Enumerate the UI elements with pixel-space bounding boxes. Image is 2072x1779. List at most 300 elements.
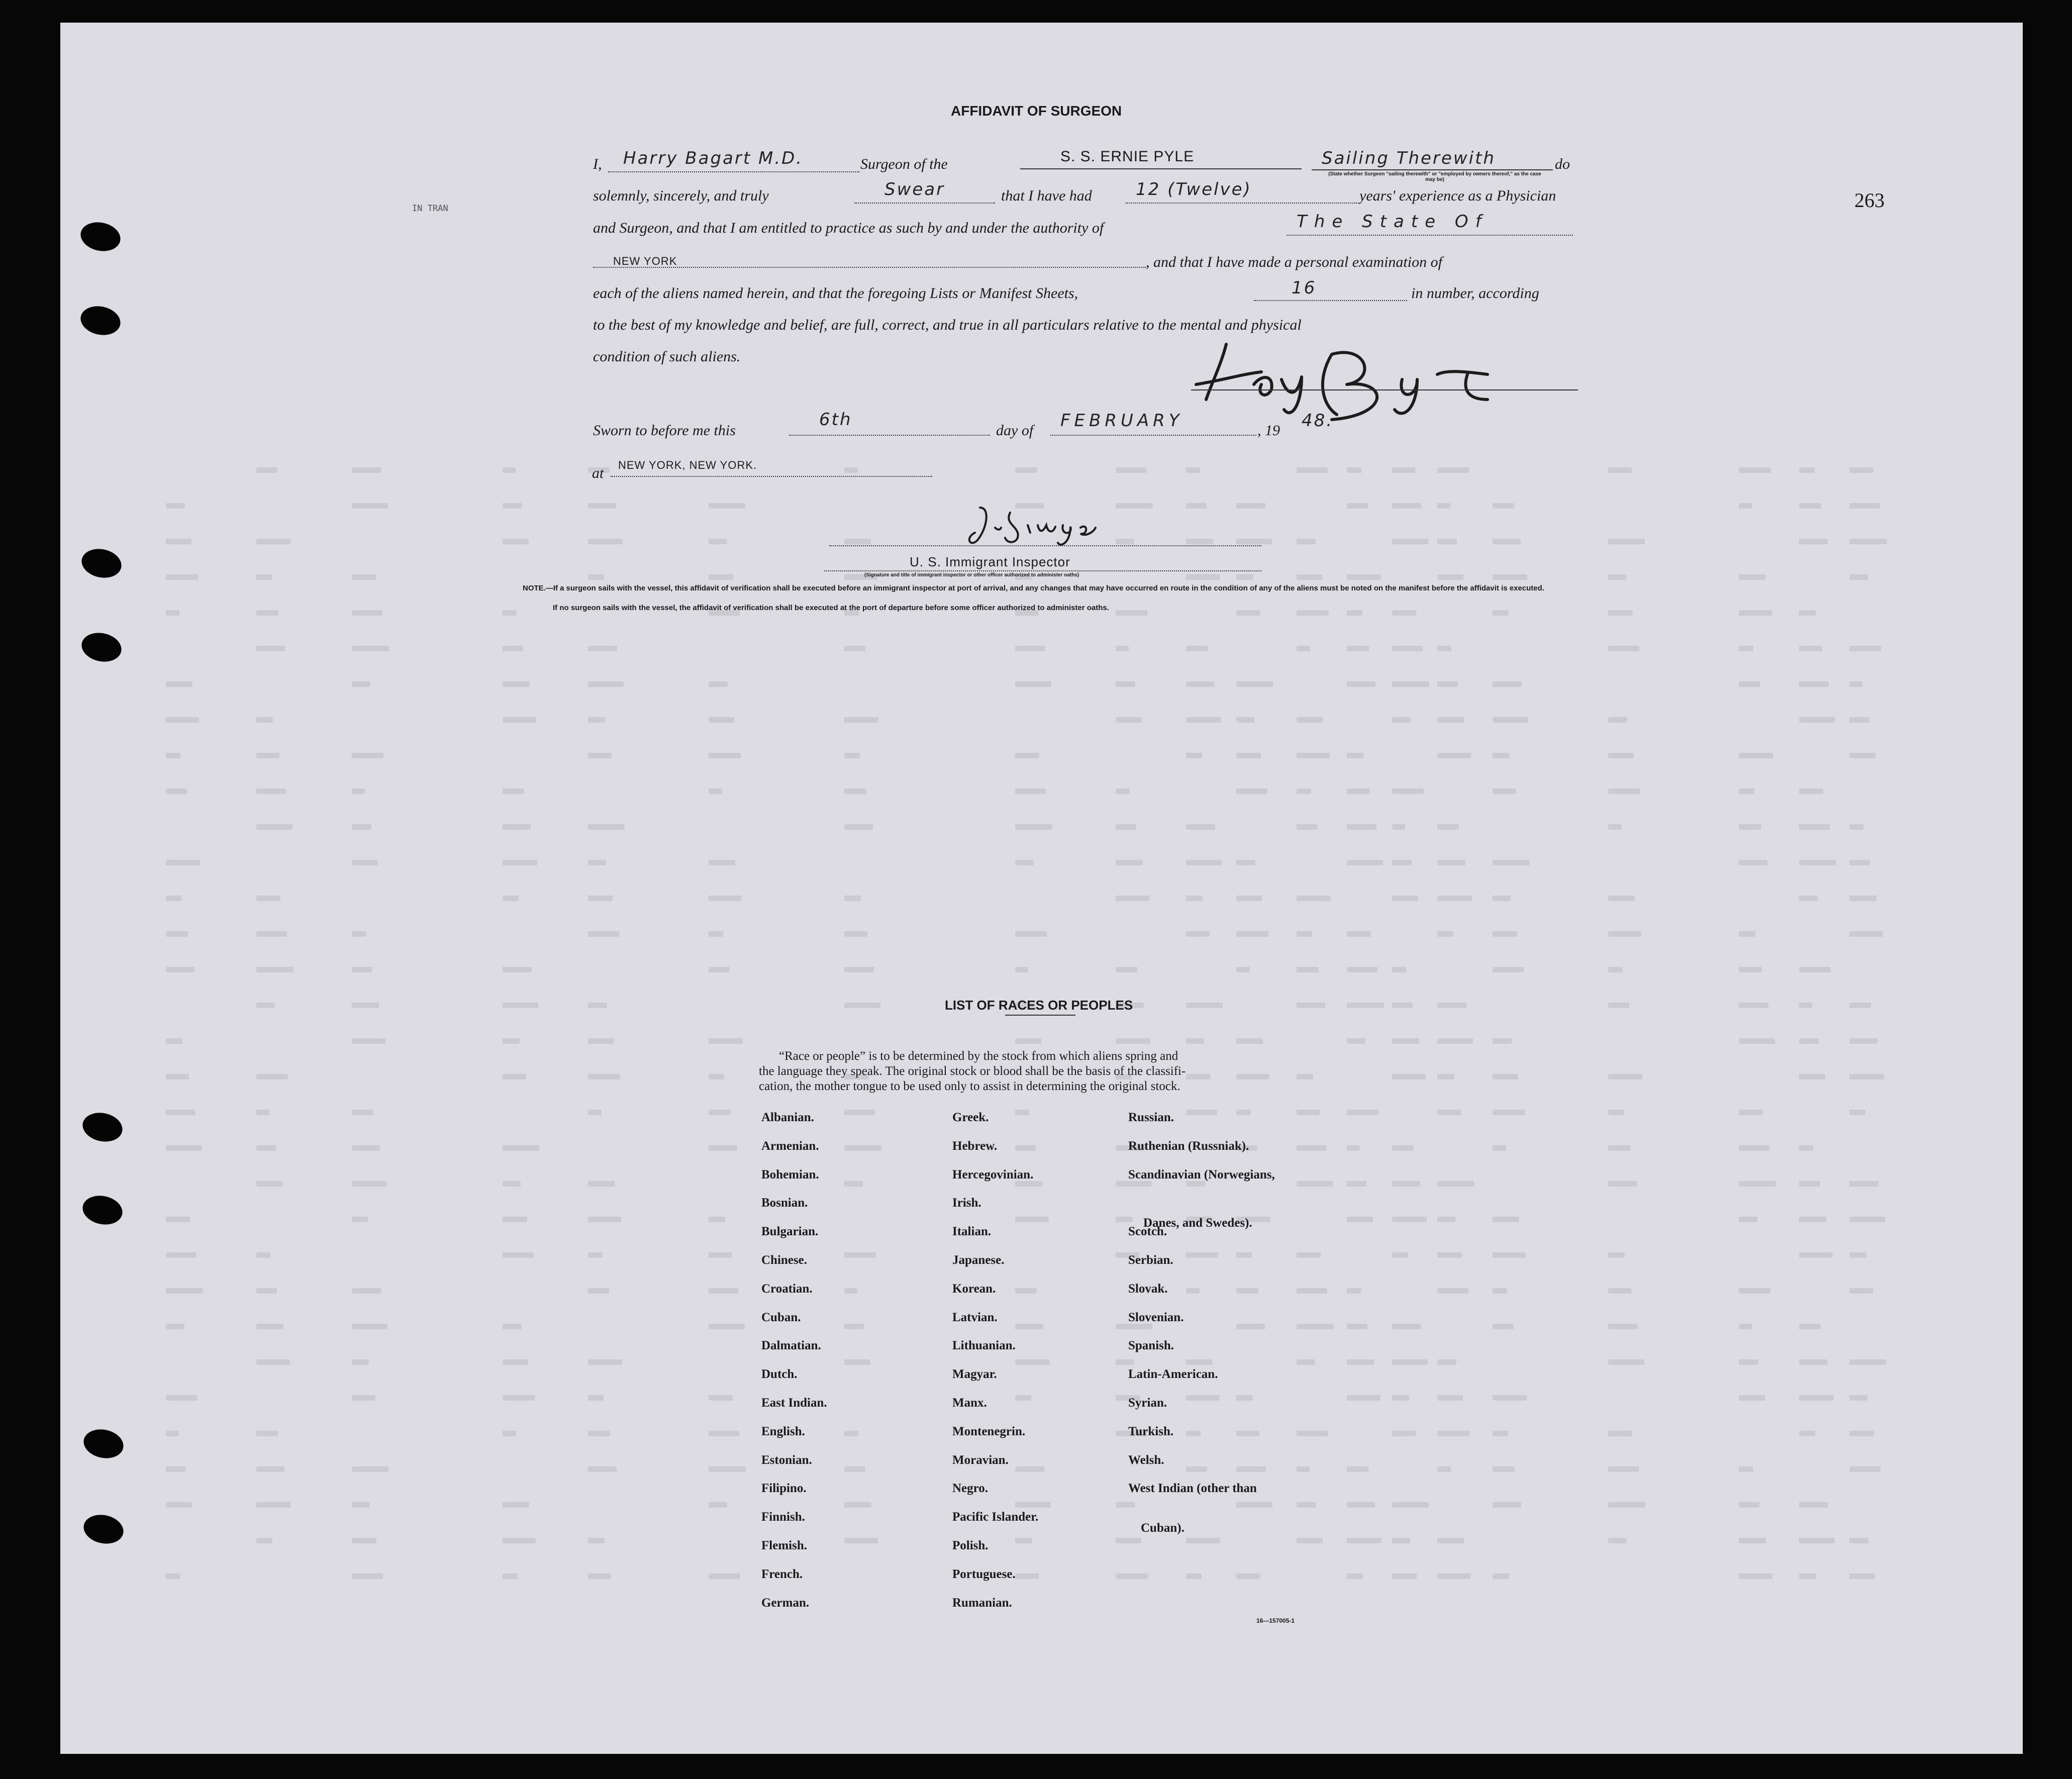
show-through-mark (352, 1145, 380, 1151)
show-through-mark (1799, 467, 1815, 473)
show-through-mark (1116, 1538, 1141, 1543)
show-through-mark (352, 753, 383, 758)
show-through-mark (1347, 503, 1368, 509)
show-through-mark (352, 1395, 375, 1401)
show-through-mark (1608, 896, 1635, 901)
show-through-mark (1015, 1288, 1037, 1294)
show-through-mark (1799, 1181, 1820, 1187)
show-through-mark (1347, 753, 1363, 758)
show-through-mark (1015, 860, 1034, 865)
show-through-mark (1392, 896, 1418, 901)
show-through-mark (1392, 1431, 1416, 1436)
show-through-mark (1437, 1573, 1470, 1579)
race-item: Ruthenian (Russniak). (1128, 1139, 1249, 1153)
show-through-mark (1186, 539, 1213, 544)
show-through-mark (166, 574, 198, 580)
margin-stamp: IN TRAN (412, 204, 448, 214)
vessel-name: S. S. ERNIE PYLE (1060, 148, 1195, 165)
show-through-mark (588, 1003, 607, 1008)
show-through-mark (1493, 1038, 1512, 1044)
show-through-mark (1236, 681, 1273, 687)
show-through-mark (1739, 788, 1754, 794)
show-through-mark (1608, 967, 1623, 972)
show-through-mark (1493, 967, 1524, 972)
show-through-mark (166, 1431, 179, 1436)
race-item: Rumanian. (952, 1596, 1012, 1610)
show-through-mark (1437, 467, 1469, 473)
show-through-mark (1849, 860, 1870, 865)
show-through-mark (1799, 1145, 1813, 1151)
punch-hole-4 (79, 629, 124, 665)
show-through-mark (1392, 1502, 1429, 1508)
show-through-mark (352, 1038, 385, 1044)
show-through-mark (709, 1110, 731, 1115)
show-through-mark (503, 1217, 527, 1222)
show-through-mark (1437, 860, 1465, 865)
show-through-mark (588, 1431, 610, 1436)
show-through-mark (1015, 1181, 1042, 1187)
show-through-mark (1849, 1003, 1871, 1008)
show-through-mark (1799, 646, 1822, 651)
show-through-mark (1493, 1252, 1526, 1258)
show-through-mark (588, 753, 612, 758)
show-through-mark (1297, 967, 1319, 972)
show-through-mark (709, 1074, 724, 1079)
show-through-mark (1739, 860, 1767, 865)
show-through-mark (503, 610, 517, 616)
show-through-mark (1493, 1324, 1514, 1329)
show-through-mark (1493, 860, 1529, 865)
sworn-month-line (1050, 435, 1256, 436)
race-item: Flemish. (761, 1539, 807, 1552)
show-through-mark (503, 1573, 517, 1579)
show-through-mark (1347, 1573, 1363, 1579)
show-through-mark (1739, 1288, 1770, 1294)
show-through-mark (1347, 1395, 1380, 1401)
show-through-mark (1116, 646, 1129, 651)
show-through-mark (1236, 539, 1272, 544)
show-through-mark (256, 574, 272, 580)
punch-hole-6 (80, 1192, 125, 1228)
years: 12 (Twelve) (1136, 179, 1252, 200)
surgeon-signature (1266, 405, 1272, 406)
show-through-mark (256, 467, 277, 473)
show-through-mark (1015, 1502, 1051, 1508)
race-item: French. (761, 1567, 803, 1581)
show-through-mark (503, 1252, 534, 1258)
show-through-mark (1392, 1217, 1427, 1222)
show-through-mark (256, 1181, 282, 1187)
show-through-mark (256, 1145, 276, 1151)
show-through-mark (503, 1431, 516, 1436)
surgeon-signature-line (1191, 389, 1578, 390)
show-through-mark (1297, 788, 1311, 794)
show-through-mark (588, 824, 625, 830)
show-through-mark (1347, 467, 1361, 473)
show-through-mark (352, 1324, 387, 1329)
show-through-mark (1608, 574, 1626, 580)
show-through-mark (1297, 1181, 1333, 1187)
sworn-day: 6th (819, 410, 852, 430)
note-1: NOTE.—If a surgeon sails with the vessel, this affidavit of verification shall be executed before an immigrant inspector at port of arrival, and any changes that may have occurred en route in the condition of any of the aliens must be noted on the manifest before the affidavit is executed. (523, 584, 1544, 592)
show-through-mark (1799, 1395, 1834, 1401)
line5-suffix: in number, according (1411, 285, 1539, 302)
show-through-mark (256, 931, 287, 937)
show-through-mark (588, 931, 619, 937)
show-through-mark (256, 1538, 272, 1543)
show-through-mark (256, 824, 292, 830)
show-through-mark (1116, 1324, 1152, 1329)
show-through-mark (166, 967, 194, 972)
race-item: West Indian (other than (1128, 1481, 1257, 1496)
race-item: Hebrew. (952, 1139, 998, 1153)
show-through-mark (1392, 1538, 1410, 1543)
show-through-mark (503, 967, 532, 972)
show-through-mark (1347, 1502, 1375, 1508)
document-page (60, 23, 2023, 1754)
show-through-mark (588, 1573, 611, 1579)
show-through-mark (1015, 1538, 1032, 1543)
show-through-mark (709, 1145, 737, 1151)
show-through-mark (1297, 931, 1312, 937)
show-through-mark (1116, 610, 1147, 616)
show-through-mark (1493, 1502, 1521, 1508)
show-through-mark (1493, 1074, 1518, 1079)
show-through-mark (503, 1003, 538, 1008)
show-through-mark (1236, 717, 1254, 723)
race-item: Manx. (952, 1396, 987, 1410)
punch-hole-2 (78, 303, 123, 338)
show-through-mark (1739, 646, 1753, 651)
show-through-mark (1739, 1359, 1758, 1365)
show-through-mark (1186, 1466, 1207, 1472)
show-through-mark (166, 681, 192, 687)
show-through-mark (1186, 1038, 1204, 1044)
show-through-mark (1493, 753, 1510, 758)
show-through-mark (1015, 753, 1039, 758)
show-through-mark (1437, 1252, 1462, 1258)
race-item: Scandinavian (Norwegians, (1128, 1167, 1275, 1181)
show-through-mark (1015, 1466, 1044, 1472)
races-intro-line-2: the language they speak. The original stock or blood shall be the basis of the classifi- (759, 1064, 1186, 1078)
show-through-mark (1392, 646, 1423, 651)
show-through-mark (256, 1003, 275, 1008)
race-item: East Indian. (761, 1396, 827, 1410)
show-through-mark (1116, 467, 1146, 473)
race-item: Portuguese. (952, 1567, 1016, 1581)
show-through-mark (503, 646, 523, 651)
show-through-mark (1849, 681, 1862, 687)
show-through-mark (352, 1181, 386, 1187)
race-item: Russian. (1128, 1111, 1174, 1124)
show-through-mark (1236, 1324, 1265, 1329)
race-item: Korean. (952, 1281, 996, 1296)
race-scandinavian-cont: Danes, and Swedes). (1143, 1216, 1252, 1230)
show-through-mark (352, 967, 372, 972)
show-through-mark (1392, 717, 1411, 723)
show-through-mark (1186, 717, 1221, 723)
race-item: Hercegovinian. (952, 1167, 1034, 1181)
show-through-mark (1493, 1466, 1515, 1472)
show-through-mark (1015, 1217, 1049, 1222)
race-item: Dutch. (761, 1367, 798, 1381)
show-through-mark (1799, 860, 1836, 865)
show-through-mark (1739, 967, 1762, 972)
show-through-mark (1849, 1038, 1878, 1044)
show-through-mark (1015, 1324, 1043, 1329)
show-through-mark (1608, 646, 1639, 651)
show-through-mark (1186, 1110, 1217, 1115)
show-through-mark (1015, 467, 1037, 473)
show-through-mark (1236, 967, 1250, 972)
punch-hole-1 (78, 219, 123, 254)
form-number: 16—157005-1 (1256, 1617, 1295, 1624)
show-through-mark (1849, 824, 1863, 830)
show-through-mark (1236, 931, 1268, 937)
show-through-mark (166, 1110, 195, 1115)
show-through-mark (1116, 788, 1130, 794)
show-through-mark (1015, 1573, 1039, 1579)
show-through-mark (1392, 610, 1416, 616)
show-through-mark (1739, 931, 1755, 937)
show-through-mark (1392, 788, 1424, 794)
show-through-mark (256, 1074, 288, 1079)
show-through-mark (1608, 1003, 1629, 1008)
show-through-mark (1347, 860, 1383, 865)
show-through-mark (1186, 1288, 1200, 1294)
show-through-mark (1739, 1217, 1757, 1222)
race-item: Moravian. (952, 1453, 1009, 1467)
authority-line (1287, 235, 1573, 236)
show-through-mark (1849, 896, 1877, 901)
show-through-mark (1608, 931, 1641, 937)
show-through-mark (1236, 1038, 1263, 1044)
show-through-mark (1186, 1003, 1223, 1008)
show-through-mark (1015, 824, 1052, 830)
line3-prefix: and Surgeon, and that I am entitled to practice as such by and under the authority of (593, 220, 1104, 236)
show-through-mark (1493, 1217, 1519, 1222)
show-through-mark (166, 610, 179, 616)
show-through-mark (1437, 1359, 1456, 1365)
show-through-mark (709, 1502, 727, 1508)
show-through-mark (1799, 824, 1830, 830)
race-item: Magyar. (952, 1367, 997, 1381)
show-through-mark (709, 503, 745, 509)
show-through-mark (1493, 931, 1517, 937)
show-through-mark (1739, 753, 1773, 758)
show-through-mark (709, 1431, 739, 1436)
line1-prefix: I, (593, 156, 602, 172)
show-through-mark (588, 1038, 614, 1044)
show-through-mark (1849, 1538, 1868, 1543)
races-intro (759, 1049, 1186, 1094)
show-through-mark (1437, 1110, 1461, 1115)
vessel-line (1020, 168, 1302, 169)
show-through-mark (1849, 1431, 1874, 1436)
show-through-mark (1186, 1395, 1219, 1401)
show-through-mark (844, 467, 858, 473)
show-through-mark (1347, 1324, 1367, 1329)
show-through-mark (256, 1502, 291, 1508)
show-through-mark (166, 1252, 196, 1258)
show-through-mark (1849, 1395, 1867, 1401)
races-title-underline (1005, 1015, 1075, 1016)
show-through-mark (256, 1431, 278, 1436)
show-through-mark (1437, 1074, 1454, 1079)
show-through-mark (503, 1038, 520, 1044)
show-through-mark (503, 824, 531, 830)
race-item: Chinese. (761, 1253, 807, 1267)
show-through-mark (503, 503, 522, 509)
show-through-mark (1739, 1145, 1769, 1151)
show-through-mark (1493, 1395, 1527, 1401)
show-through-mark (1437, 1038, 1473, 1044)
show-through-mark (1437, 717, 1464, 723)
show-through-mark (1437, 539, 1457, 544)
show-through-mark (166, 1466, 185, 1472)
line2-mid: that I have had (1001, 187, 1092, 204)
show-through-mark (1608, 1110, 1624, 1115)
show-through-mark (1297, 1288, 1327, 1294)
show-through-mark (1437, 574, 1463, 580)
show-through-mark (709, 860, 735, 865)
show-through-mark (1739, 1110, 1763, 1115)
show-through-mark (352, 646, 389, 651)
sworn-year: 48. (1302, 411, 1334, 431)
show-through-mark (709, 788, 722, 794)
show-through-mark (1849, 1252, 1866, 1258)
show-through-mark (1392, 1395, 1409, 1401)
show-through-mark (503, 860, 537, 865)
show-through-mark (503, 539, 529, 544)
show-through-mark (1015, 788, 1046, 794)
show-through-mark (166, 539, 191, 544)
show-through-mark (1392, 681, 1429, 687)
line7: condition of such aliens. (593, 348, 741, 365)
show-through-mark (844, 1359, 870, 1365)
show-through-mark (1739, 1538, 1766, 1543)
show-through-mark (588, 1217, 621, 1222)
show-through-mark (588, 1288, 609, 1294)
day-label: day of (996, 422, 1034, 439)
show-through-mark (166, 503, 185, 509)
status-note: (State whether Surgeon "sailing therewith" or "employed by owners thereof," as the case may be) (1328, 171, 1541, 182)
show-through-mark (256, 1324, 283, 1329)
show-through-mark (166, 753, 180, 758)
show-through-mark (1392, 1003, 1413, 1008)
show-through-mark (1116, 681, 1135, 687)
show-through-mark (1849, 503, 1880, 509)
show-through-mark (503, 1074, 526, 1079)
show-through-mark (1437, 1288, 1468, 1294)
show-through-mark (1392, 467, 1415, 473)
show-through-mark (1799, 1538, 1835, 1543)
surgeon-name: Harry Bagart M.D. (623, 148, 804, 168)
show-through-mark (588, 717, 605, 723)
show-through-mark (1347, 1181, 1366, 1187)
show-through-mark (503, 1181, 521, 1187)
show-through-mark (1493, 1431, 1508, 1436)
show-through-mark (1392, 503, 1422, 509)
show-through-mark (709, 1288, 738, 1294)
sworn-prefix: Sworn to before me this (593, 422, 736, 439)
show-through-mark (1849, 574, 1868, 580)
show-through-mark (166, 717, 199, 723)
show-through-mark (166, 896, 181, 901)
show-through-mark (1799, 610, 1816, 616)
show-through-mark (709, 1252, 732, 1258)
show-through-mark (1608, 1359, 1644, 1365)
show-through-mark (1297, 610, 1329, 616)
show-through-mark (1347, 1288, 1361, 1294)
show-through-mark (352, 1573, 383, 1579)
inspector-signature-drawing (960, 498, 1121, 553)
race-item: Serbian. (1128, 1253, 1173, 1267)
show-through-mark (844, 539, 871, 544)
show-through-mark (503, 1538, 536, 1543)
show-through-mark (166, 1038, 182, 1044)
show-through-mark (1739, 1573, 1772, 1579)
show-through-mark (1347, 1538, 1382, 1543)
show-through-mark (1347, 1145, 1360, 1151)
race-item: Cuban. (761, 1310, 801, 1324)
show-through-mark (1739, 681, 1760, 687)
show-through-mark (1116, 1502, 1135, 1508)
show-through-mark (503, 1395, 535, 1401)
show-through-mark (709, 931, 723, 937)
show-through-mark (166, 860, 200, 865)
race-item: Bohemian. (761, 1167, 819, 1181)
show-through-mark (844, 1252, 876, 1258)
show-through-mark (1236, 1074, 1269, 1079)
show-through-mark (1739, 574, 1765, 580)
show-through-mark (1739, 824, 1761, 830)
state: NEW YORK (613, 255, 677, 267)
show-through-mark (1297, 1003, 1325, 1008)
punch-hole-5 (80, 1109, 125, 1145)
show-through-mark (1437, 896, 1472, 901)
show-through-mark (1437, 1395, 1463, 1401)
show-through-mark (1493, 788, 1516, 794)
show-through-mark (709, 717, 734, 723)
year-prefix: , 19 (1257, 422, 1280, 439)
show-through-mark (709, 896, 742, 901)
show-through-mark (844, 1538, 878, 1543)
inspector-signature (1015, 540, 1019, 541)
show-through-mark (1392, 1359, 1428, 1365)
show-through-mark (1015, 967, 1028, 972)
show-through-mark (1297, 1359, 1315, 1365)
show-through-mark (1236, 503, 1265, 509)
show-through-mark (709, 753, 741, 758)
show-through-mark (1186, 1359, 1213, 1365)
show-through-mark (503, 467, 516, 473)
race-item: Slovenian. (1128, 1310, 1184, 1324)
race-item: Dalmatian. (761, 1339, 821, 1353)
show-through-mark (1236, 1466, 1266, 1472)
race-item: Spanish. (1128, 1339, 1174, 1353)
show-through-mark (709, 1217, 725, 1222)
show-through-mark (588, 539, 623, 544)
show-through-mark (1493, 539, 1521, 544)
sailing-status-line (1312, 169, 1553, 170)
show-through-mark (1186, 1538, 1220, 1543)
race-item: Polish. (952, 1539, 989, 1552)
show-through-mark (1297, 1145, 1326, 1151)
show-through-mark (256, 788, 286, 794)
show-through-mark (1236, 788, 1267, 794)
show-through-mark (166, 1288, 203, 1294)
